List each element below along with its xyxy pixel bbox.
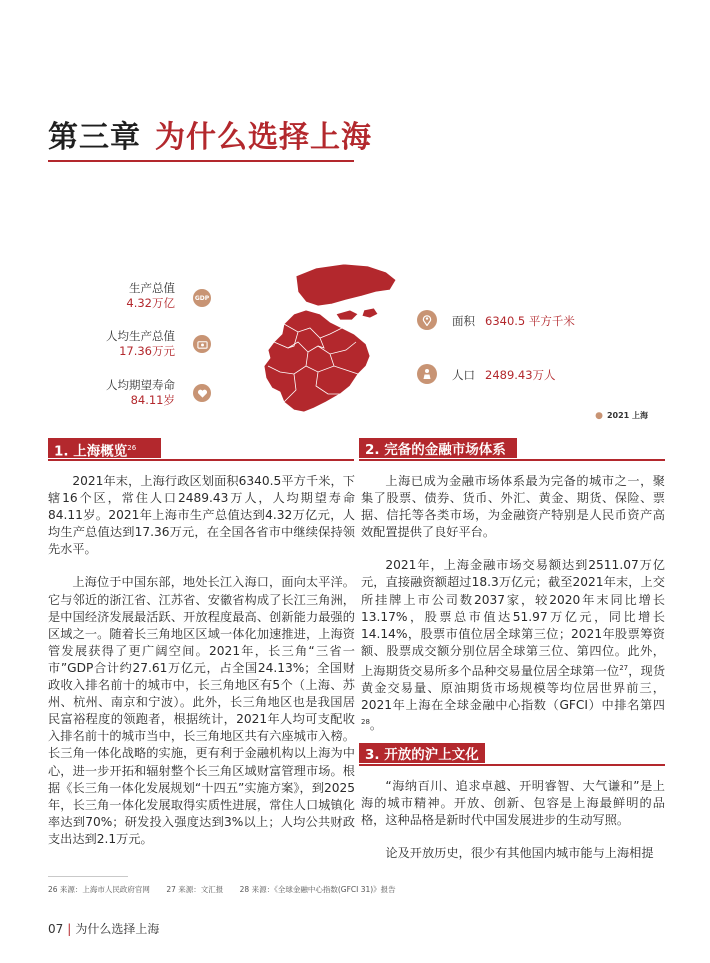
stat-label: 生产总值: [129, 281, 175, 295]
pin-icon: ●: [595, 411, 603, 421]
stat-life-expectancy: [106, 378, 175, 408]
stat-label: 人均期望寿命: [106, 378, 175, 392]
shanghai-map: [258, 262, 408, 434]
changxing-island: [336, 310, 358, 320]
page-number: 07: [48, 922, 64, 936]
chapter-number: 第三章: [48, 120, 141, 155]
footer-separator: |: [67, 922, 72, 936]
chongming-island: [296, 264, 396, 306]
chapter-title: [48, 112, 372, 156]
gdp-icon: GDP: [193, 289, 211, 307]
section-3-title: 3. 开放的沪上文化: [365, 747, 479, 763]
footnotes: [48, 884, 410, 895]
section-2-title: 2. 完备的金融市场体系: [365, 442, 506, 458]
footer-title: 为什么选择上海: [75, 922, 160, 936]
chapter-name: 为什么选择上海: [155, 120, 372, 155]
stat-area: [452, 313, 575, 329]
paragraph: “海纳百川、追求卓越、开明睿智、大气谦和”是上海的城市精神。开放、创新、包容是上海最鲜明的品格，这种品格是新时代中国发展进步的生动写照。: [361, 779, 665, 828]
paragraph: 上海位于中国东部，地处长江入海口，面向太平洋。它与邻近的浙江省、江苏省、安徽省构成了长江三角洲，是中国经济发展最活跃、开放程度最高、创新能力最强的区域之一。随着长三角地区区域一体化加速推进，上海资管发展获得了更广阔空间。2021年，长三角“三省一市”GDP合计约27.61万亿元，占全国24.13%；全国财政收入排名前十的城市中，长三角地区有5个（上海、苏州、杭州、南京和宁波）。此外，长三角地区也是我国居民富裕程度的领跑者，根据统计，2021年人均可支配收入排名前十的城市当中，长三角地区共有六座城市入榜。长三角一体化战略的实施，更有利于金融机构以上海为中心，进一步开拓和辐射整个长三角区域财富管理市场。根据《长三角一体化发展规划“十四五”实施方案》，到2025年，长三角一体化发展取得实质性进展，常住人口城镇化率达到70%；研发投入强度达到3%以上；人均公共财政支出达到2.1万元。: [48, 575, 355, 846]
stat-value: 2489.43万人: [485, 368, 556, 382]
stat-value: 4.32万亿: [126, 296, 175, 310]
location-icon: [417, 310, 437, 330]
stat-per-capita-gdp: [106, 329, 175, 359]
paragraph: 论及开放历史，很少有其他国内城市能与上海相提: [385, 846, 654, 861]
right-column-bottom: [361, 778, 665, 878]
stat-value: 84.11岁: [130, 393, 175, 407]
footnote-28: 28 来源：《全球金融中心指数(GFCI 31)》报告: [239, 885, 396, 894]
life-expectancy-icon: [193, 384, 211, 402]
paragraph: 2021年，上海金融市场交易额达到2511.07万亿元，直接融资额超过18.3万亿元；截至2021年末，上交所挂牌上市公司数2037家，较2020年末同比增长13.17%，股票总市值达51.97万亿元，同比增长14.14%，股票市值位居全球第三位；2021年股票筹资额、股票成交额分别位居全球第三位、第四位。此外，上海期货交易所多个品种交易量位居全球第一位$^{27}$，现货黄金交易量、原油期货市场规模等均位居世界前三，2021年上海在全球金融中心指数（GFCI）中排名第四$^{28}$。: [361, 558, 666, 733]
hengsha-island: [362, 308, 378, 318]
stat-population: [452, 367, 556, 383]
footnote-ref: 26: [127, 444, 137, 453]
section-3-header: [359, 743, 665, 767]
footnote-ref: 28: [361, 718, 370, 727]
section-2-header: [359, 438, 665, 462]
footnote-rule: [48, 876, 128, 877]
left-column: [48, 473, 355, 864]
stat-gdp: [126, 281, 175, 311]
stat-label: 人口: [452, 368, 475, 382]
page-footer: [48, 920, 159, 937]
map-caption: ● 2021 上海: [595, 411, 648, 421]
stat-label: 人均生产总值: [106, 329, 175, 343]
stat-value: 6340.5 平方千米: [485, 314, 575, 328]
footnote-27: 27 来源：文汇报: [166, 885, 224, 894]
paragraph: 上海已成为金融市场体系最为完备的城市之一，聚集了股票、债券、货币、外汇、黄金、期货、保险、票据、信托等各类市场，为金融资产特别是人民币资产高效配置提供了良好平台。: [361, 474, 665, 540]
stat-label: 面积: [452, 314, 475, 328]
footnote-26: 26 来源：上海市人民政府官网: [48, 885, 150, 894]
section-1-header: [48, 438, 354, 462]
right-column-top: [361, 473, 665, 750]
section-1-title: 1. 上海概览: [54, 443, 128, 460]
per-capita-icon: [193, 335, 211, 353]
mainland: [264, 310, 370, 412]
footnote-ref: 27: [619, 663, 629, 672]
paragraph: 2021年末，上海行政区划面积6340.5平方千米，下辖16个区，常住人口2489.43万人，人均期望寿命84.11岁。2021年上海市生产总值达到4.32万亿元，人均生产总值达到17.36万元，在全国各省市中继续保持领先水平。: [48, 474, 355, 557]
title-rule: [48, 160, 354, 162]
person-icon: [417, 364, 437, 384]
stat-value: 17.36万元: [119, 344, 175, 358]
